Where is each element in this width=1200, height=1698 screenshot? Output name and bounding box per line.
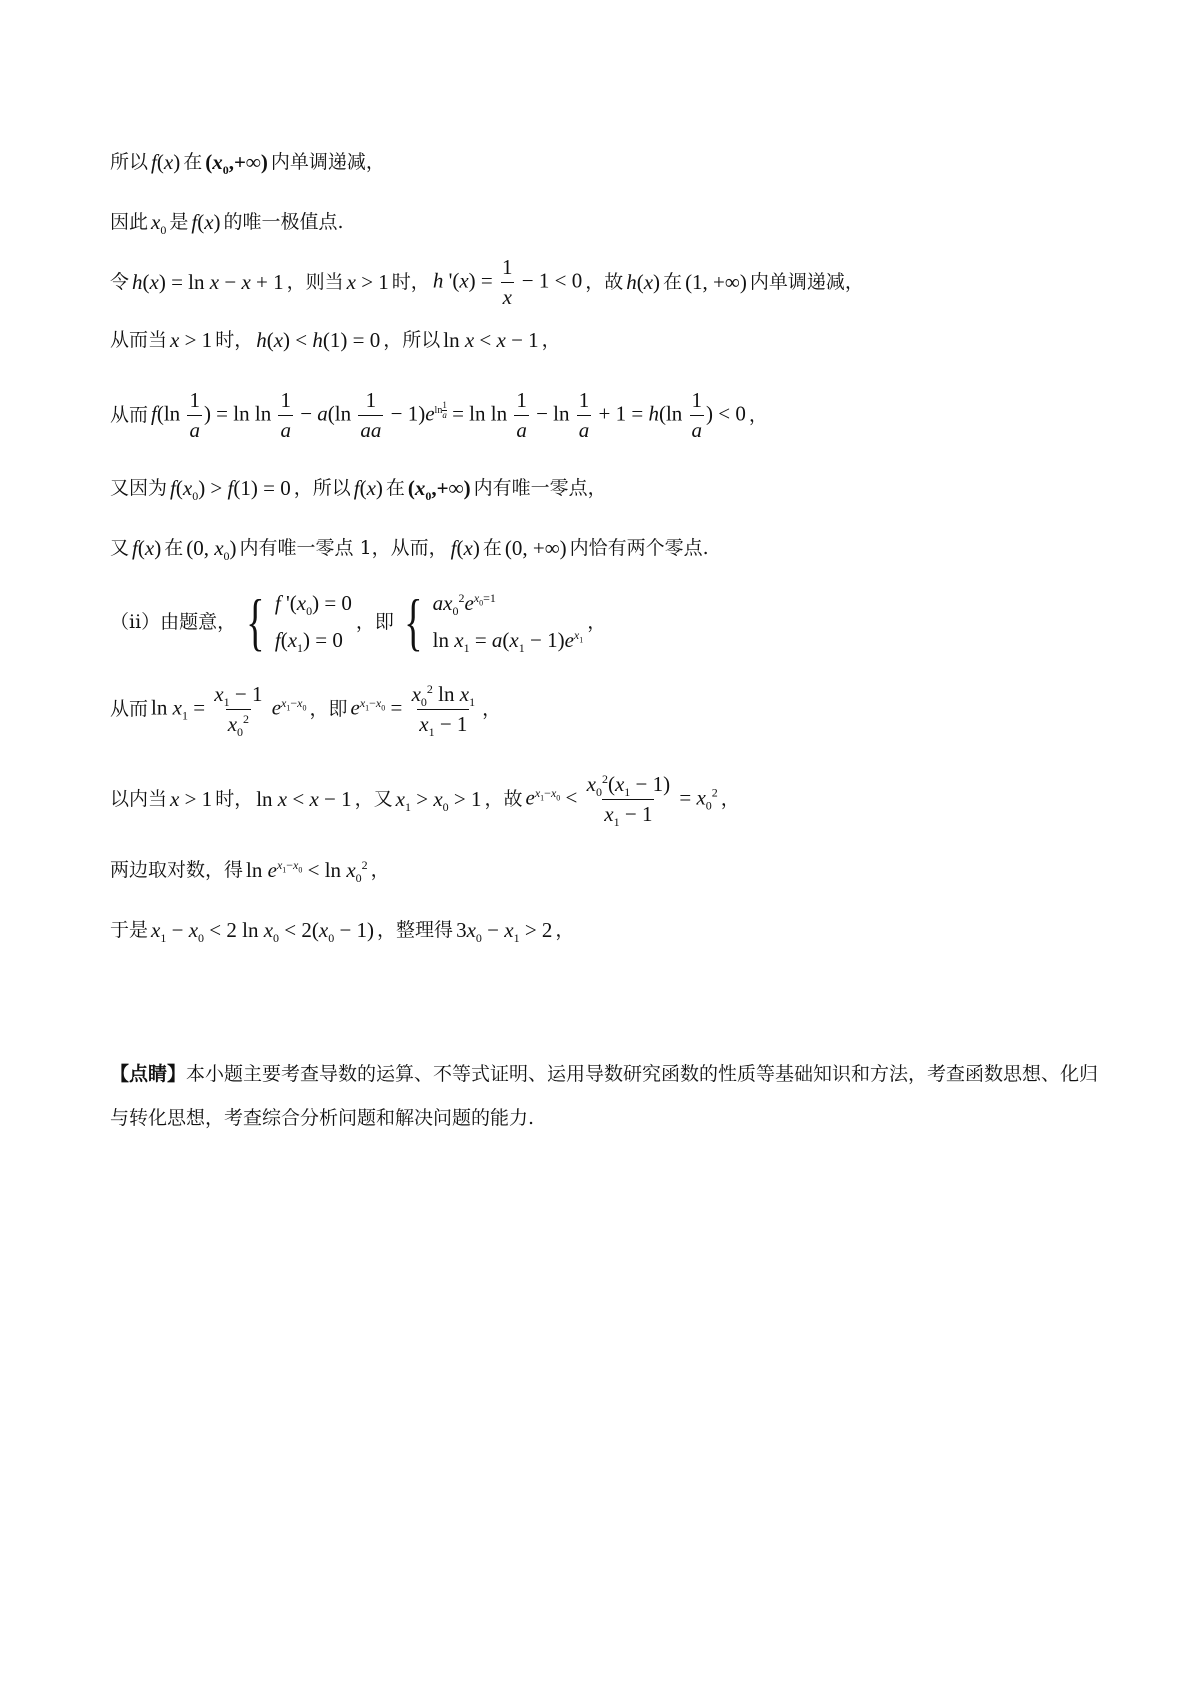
line-f-ln-1-over-a [110,388,1100,443]
math: h(x) < h(1) = 0 [256,328,381,352]
text: 又因为 [110,477,168,500]
text: ，则当 [286,271,344,294]
text: ，即 [355,610,394,633]
comment-paragraph [110,1052,1100,1140]
text: 时， [215,329,254,352]
text: ， [541,329,561,352]
math: ln x < x − 1 [256,787,352,812]
line-part-ii-system [110,586,1100,657]
text: ，所以 [383,329,441,352]
text: ， [720,788,740,811]
line-ln-inequality [110,328,1100,353]
math: $3x_0 - x_1 > 2$ [456,918,553,946]
math: x > 1 [170,328,213,352]
math: h(x) = ln x − x + 1 [132,270,284,295]
text: 所以 [110,151,149,174]
math: x > 1 [346,270,389,295]
text: 从而 [110,404,149,427]
text: 在 [663,271,683,294]
math: f(x) [132,536,162,560]
line-take-log [110,858,1100,886]
line-unique-zero-right [110,476,1100,504]
math: $x_1 - x_0 < 2$ $\ln x_0 < 2(x_0 - 1)$ [151,918,375,946]
text: 又 [110,537,130,560]
math: (1, +∞) [685,270,747,295]
math: $x_1 > x_0 > 1$ [395,787,482,815]
math: $(x_0,+\infty)$ [407,476,471,504]
text: ， [587,610,607,633]
line-conclusion [110,918,1100,946]
math: $e^{x_1-x_0}$ < $\frac{x_0^2(x_1 - 1)}{x_1 - 1}$ = $x_0^2$ [525,772,718,830]
math: $f(x_0) > f(1) = 0$ [170,476,291,504]
line-unique-extremum [110,210,1100,238]
math: x > 1 [170,787,213,812]
text: ， [482,698,502,721]
text: 内恰有两个零点. [569,537,709,560]
text: ， [555,919,575,942]
math: f(x) [353,476,383,500]
math: $\ln e^{x_1-x_0} < \ln x_0^2$ [246,858,368,886]
equation-system: { f '$(x_0) = 0$ $f(x_1) = 0$ [246,586,352,657]
text: 内有唯一零点， [473,477,607,500]
text: 时， [391,271,430,294]
text: 从而当 [110,329,168,352]
comment-text: 本小题主要考查导数的运算、不等式证明、运用导数研究函数的性质等基础知识和方法，考查函数思想、化归与转化思想，考查综合分析问题和解决问题的能力. [110,1063,1099,1129]
math: f(x) [151,150,181,174]
text: ， [748,404,768,427]
line-exp-inequality [110,772,1100,830]
math: $x_0$ [151,210,167,238]
comment-label: 【点睛】 [110,1063,187,1085]
math: h '(x) = $\frac{1}{x}$ − 1 < 0 [432,255,583,310]
text: ，即 [309,698,348,721]
line-define-h [110,255,1100,310]
text: 是 [169,211,189,234]
text: 在 [164,537,184,560]
math: $e^{x_1-x_0}$ = $\frac{x_0^2 \ln x_1}{x_1 - 1}$ [350,682,476,740]
text: 内单调递减， [749,271,864,294]
text: ，又 [354,788,393,811]
math: (0, +∞) [504,536,567,560]
math: (0, $x_0$) [186,536,237,564]
text: 令 [110,271,130,294]
text: 在 [183,151,203,174]
line-two-zeros [110,536,1100,564]
text: 因此 [110,211,149,234]
text: 两边取对数，得 [110,859,244,882]
text: ，整理得 [377,919,454,942]
text: ，故 [484,788,523,811]
text: 于是 [110,919,149,942]
math: $(x_0,+\infty)$ [205,150,268,178]
math: $\ln x_1$ = $\frac{x_1 - 1}{x_0^2}$ $e^{x_1-x_0}$ [151,682,307,740]
math: f(x) [191,210,221,234]
text: 内单调递减， [270,151,385,174]
text: 从而 [110,698,149,721]
math: f(ln $\frac{1}{a}$ ) = ln ln $\frac{1}{a}$ − a(ln $\frac{1}{aa}$ − $1)e^{ln \frac{1}{a}}$ = ln ln $\frac{1}{a}$ − ln $\frac{1}{a}$ + 1 = h(ln $\frac{1}{a}$ ) < 0 [151,388,746,443]
text: 在 [482,537,502,560]
text: 在 [385,477,405,500]
equation-system: { $ax_0^2e^{x_0=1}$ $\ln x_1 = a(x_1 - 1)e^{x_1}$ [404,586,584,657]
math: h(x) [626,270,661,295]
text: 时， [215,788,254,811]
line-ln-x1-expression [110,682,1100,740]
text: ，所以 [293,477,351,500]
math: ln x < x − 1 [443,328,539,352]
math: f(x) [450,536,480,560]
text: ， [370,859,390,882]
text: 以内当 [110,788,168,811]
text: （ii）由题意， [110,610,237,633]
line-monotone-decrease [110,150,1100,178]
text: ，故 [585,271,624,294]
text: 的唯一极值点. [223,211,344,234]
text: 内有唯一零点 1，从而， [239,537,448,560]
